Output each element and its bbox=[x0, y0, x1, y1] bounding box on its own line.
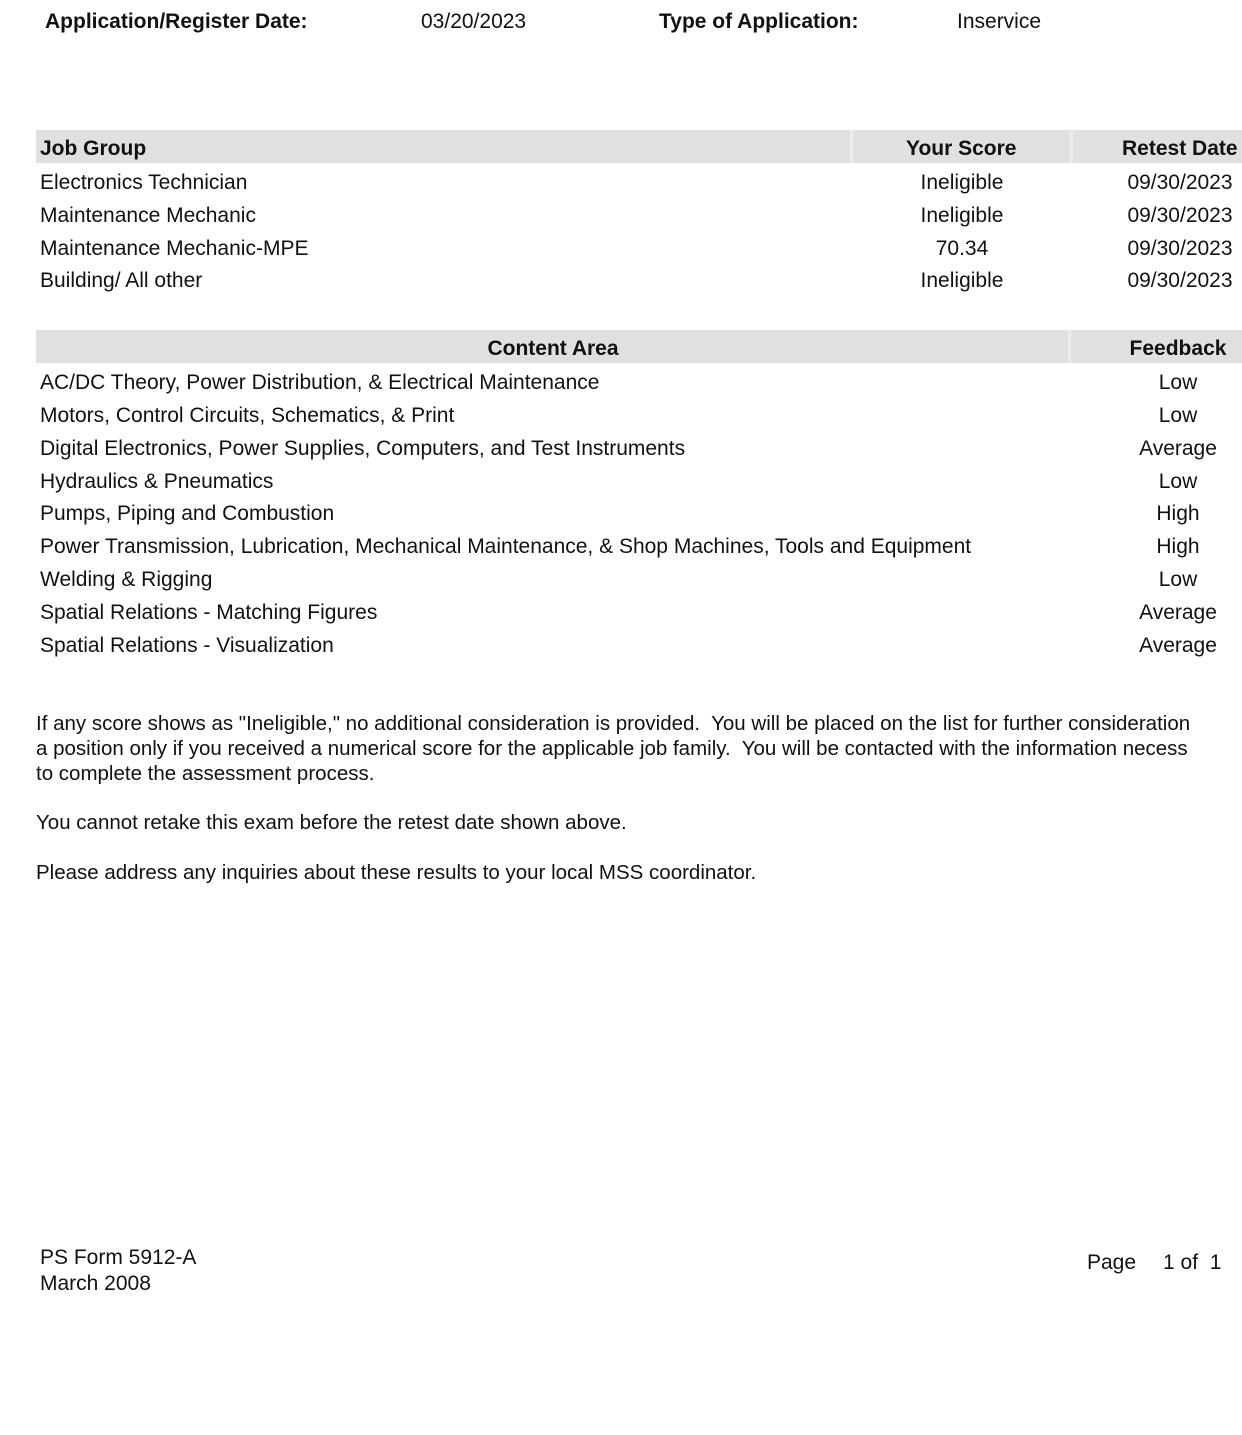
content-area-name: Pumps, Piping and Combustion bbox=[40, 502, 335, 525]
header-separator bbox=[850, 130, 853, 163]
table-row bbox=[0, 399, 1242, 432]
register-date-label: Application/Register Date: bbox=[45, 10, 308, 33]
content-area-name: Spatial Relations - Visualization bbox=[40, 634, 334, 657]
inquiries-note: Please address any inquiries about these results to your local MSS coordinator. bbox=[36, 861, 757, 884]
table-row bbox=[0, 232, 1242, 265]
content-area-name: Power Transmission, Lubrication, Mechanical Maintenance, & Shop Machines, Tools and Equipment bbox=[40, 535, 972, 558]
content-area-header: Content Area bbox=[487, 337, 619, 360]
job-retest-date: 09/30/2023 bbox=[1127, 237, 1233, 260]
header-separator bbox=[1070, 130, 1073, 163]
application-type-label: Type of Application: bbox=[659, 10, 859, 33]
content-feedback: Low bbox=[1158, 568, 1198, 591]
table-row bbox=[0, 563, 1242, 596]
ineligible-note-line-1: If any score shows as "Ineligible," no additional consideration is provided. You will be placed on the list for further consideration bbox=[36, 712, 1191, 735]
table-row bbox=[0, 166, 1242, 199]
table-row bbox=[0, 199, 1242, 232]
ineligible-note-line-2: a position only if you received a numerical score for the applicable job family. You will be contacted with the information necess bbox=[36, 737, 1188, 760]
job-name: Electronics Technician bbox=[40, 171, 248, 194]
form-date: March 2008 bbox=[40, 1272, 151, 1295]
your-score-header: Your Score bbox=[906, 137, 1017, 160]
ineligible-note-line-3: to complete the assessment process. bbox=[36, 762, 375, 785]
job-retest-date: 09/30/2023 bbox=[1127, 204, 1233, 227]
table-row bbox=[0, 432, 1242, 465]
content-feedback: Low bbox=[1158, 470, 1198, 493]
content-feedback: Low bbox=[1158, 404, 1198, 427]
job-score: Ineligible bbox=[920, 204, 1004, 227]
content-feedback: Average bbox=[1139, 437, 1217, 460]
register-date-value: 03/20/2023 bbox=[421, 10, 527, 33]
page-number: 1 of 1 bbox=[1163, 1251, 1222, 1274]
table-row bbox=[0, 497, 1242, 530]
job-score: Ineligible bbox=[920, 269, 1004, 292]
content-area-name: Motors, Control Circuits, Schematics, & Print bbox=[40, 404, 455, 427]
table-row bbox=[0, 530, 1242, 563]
table-row bbox=[0, 264, 1242, 297]
content-feedback: Average bbox=[1139, 601, 1217, 624]
content-area-name: Spatial Relations - Matching Figures bbox=[40, 601, 378, 624]
job-name: Maintenance Mechanic-MPE bbox=[40, 237, 309, 260]
content-area-name: Welding & Rigging bbox=[40, 568, 213, 591]
job-retest-date: 09/30/2023 bbox=[1127, 171, 1233, 194]
content-area-name: Hydraulics & Pneumatics bbox=[40, 470, 274, 493]
content-feedback: Average bbox=[1139, 634, 1217, 657]
table-row bbox=[0, 596, 1242, 629]
job-score: Ineligible bbox=[920, 171, 1004, 194]
application-type-value: Inservice bbox=[957, 10, 1042, 33]
job-name: Maintenance Mechanic bbox=[40, 204, 256, 227]
page-label: Page bbox=[1087, 1251, 1137, 1274]
job-name: Building/ All other bbox=[40, 269, 203, 292]
content-feedback: High bbox=[1156, 502, 1200, 525]
table-row bbox=[0, 366, 1242, 399]
content-area-name: Digital Electronics, Power Supplies, Computers, and Test Instruments bbox=[40, 437, 686, 460]
job-retest-date: 09/30/2023 bbox=[1127, 269, 1233, 292]
form-number: PS Form 5912-A bbox=[40, 1246, 197, 1269]
content-feedback: Low bbox=[1158, 371, 1198, 394]
feedback-header: Feedback bbox=[1129, 337, 1227, 360]
job-group-header: Job Group bbox=[40, 137, 147, 160]
table-row bbox=[0, 629, 1242, 662]
job-table-header bbox=[36, 130, 1242, 163]
content-feedback: High bbox=[1156, 535, 1200, 558]
job-score: 70.34 bbox=[935, 237, 989, 260]
retest-date-header: Retest Date bbox=[1122, 137, 1238, 160]
table-row bbox=[0, 465, 1242, 498]
retake-note: You cannot retake this exam before the retest date shown above. bbox=[36, 811, 627, 834]
content-area-name: AC/DC Theory, Power Distribution, & Electrical Maintenance bbox=[40, 371, 600, 394]
